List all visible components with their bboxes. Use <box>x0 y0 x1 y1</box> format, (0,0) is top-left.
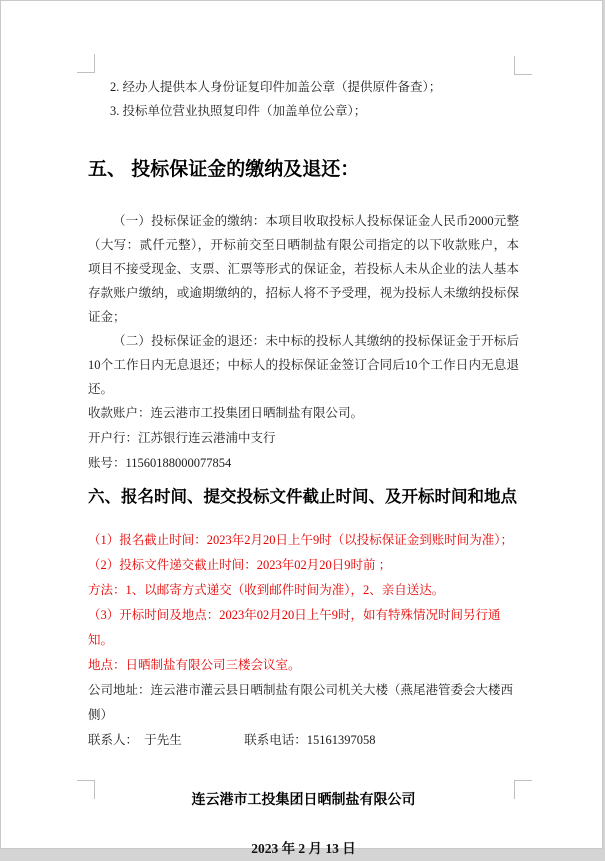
deadline-notice-group <box>88 528 519 753</box>
document-content <box>88 75 519 861</box>
bid-opening-time-line: （3）开标时间及地点：2023年02月20日上午9时，如有特殊情况时间另行通知。 <box>88 608 501 647</box>
beneficiary-account-name: 收款账户：连云港市工投集团日晒制盐有限公司。 <box>88 406 364 420</box>
list-item-license-copy: 3. 投标单位营业执照复印件（加盖单位公章）； <box>110 104 367 118</box>
issue-date: 2023 年 2 月 13 日 <box>251 841 356 856</box>
bid-bond-refund-paragraph: （二）投标保证金的退还：未中标的投标人其缴纳的投标保证金于开标后10个工作日内无息退还；中标人的投标保证金签订合同后10个工作日内无息退还。 <box>88 334 519 396</box>
bid-bond-payment-paragraph: （一）投标保证金的缴纳：本项目收取投标人投标保证金人民币2000元整（大写：贰仟元整），开标前交至日晒制盐有限公司指定的以下收款账户，本项目不接受现金、支票、汇票等形式的保证金，若投标人未从企业的法人基本存款账户缴纳，或逾期缴纳的，招标人将不予受理，视为投标人未缴纳投标保证金； <box>88 214 519 324</box>
bid-opening-location-line: 地点：日晒制盐有限公司三楼会议室。 <box>88 658 301 672</box>
company-address-line: 公司地址：连云港市灌云县日晒制盐有限公司机关大楼（燕尾港管委会大楼西侧） <box>88 683 514 722</box>
account-number: 账号：11560188000077854 <box>88 456 232 470</box>
margin-crop-mark-top-left <box>77 54 95 73</box>
list-item-id-copy: 2. 经办人提供本人身份证复印件加盖公章（提供原件备查）； <box>110 80 442 94</box>
issuer-company-name: 连云港市工投集团日晒制盐有限公司 <box>191 791 416 807</box>
bank-branch: 开户行：江苏银行连云港浦中支行 <box>88 431 276 445</box>
section-6-heading: 六、报名时间、提交投标文件截止时间、及开标时间和地点 <box>88 488 517 506</box>
section-5-heading: 五、 投标保证金的缴纳及退还： <box>88 159 360 180</box>
submission-deadline-line: （2）投标文件递交截止时间：2023年02月20日9时前 ； <box>88 558 392 572</box>
registration-deadline-line: （1）报名截止时间：2023年2月20日上午9时（以投标保证金到账时间为准）； <box>88 533 514 547</box>
submission-method-line: 方法：1、以邮寄方式递交（收到邮件时间为准），2、亲自送达。 <box>88 583 445 597</box>
margin-crop-mark-top-right <box>514 56 532 75</box>
contact-line: 联系人： 于先生 联系电话：15161397058 <box>88 733 376 747</box>
